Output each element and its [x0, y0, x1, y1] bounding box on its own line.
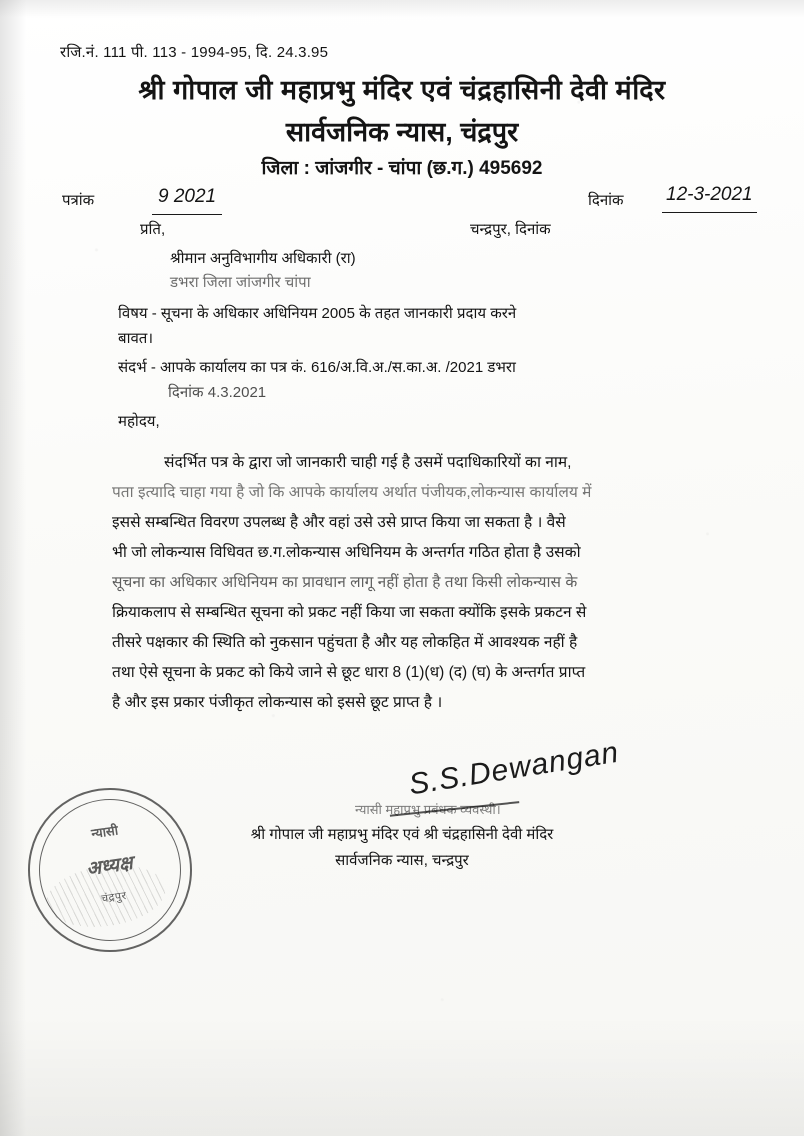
subject-line-2: बावत।: [118, 330, 154, 347]
place-and-date-line: चन्द्रपुर, दिनांक: [470, 221, 551, 238]
body-line: इससे सम्बन्धित विवरण उपलब्ध है और वहां उसे उसे प्राप्त किया जा सकता है । वैसे: [112, 514, 566, 531]
recipient-line-2: डभरा जिला जांजगीर चांपा: [170, 274, 311, 291]
recipient-label: प्रति,: [140, 221, 166, 238]
salutation: महोदय,: [118, 413, 160, 430]
organization-address: जिला : जांजगीर - चांपा (छ.ग.) 495692: [261, 158, 543, 179]
body-line: सूचना का अधिकार अधिनियम का प्रावधान लागू नहीं होता है तथा किसी लोकन्यास के: [112, 574, 578, 591]
handwritten-signature: S.S.Dewangan: [406, 735, 622, 802]
letter-body: [112, 448, 722, 718]
body-line: भी जो लोकन्यास विधिवत छ.ग.लोकन्यास अधिनियम के अन्तर्गत गठित होता है उसको: [112, 544, 581, 561]
signature-organization-line-2: सार्वजनिक न्यास, चन्द्रपुर: [335, 852, 469, 869]
stamp-top-text: न्यासी: [90, 822, 120, 842]
subject-line-1: विषय - सूचना के अधिकार अधिनियम 2005 के तहत जानकारी प्रदाय करने: [118, 305, 517, 322]
body-line: संदर्भित पत्र के द्वारा जो जानकारी चाही गई है उसमें पदाधिकारियों का नाम,: [164, 454, 572, 471]
page-top-shadow: [0, 0, 804, 18]
body-line: है और इस प्रकार पंजीकृत लोकन्यास को इससे छूट प्राप्त है ।: [112, 694, 443, 711]
date-value: 12-3-2021: [662, 181, 757, 213]
reference-line-1: संदर्भ - आपके कार्यालय का पत्र कं. 616/अ.वि.अ./स.का.अ. /2021 डभरा: [118, 359, 516, 376]
letter-number-label: पत्रांक: [62, 192, 95, 209]
stamp-middle-text: अध्यक्ष: [85, 852, 134, 881]
body-line: पता इत्यादि चाहा गया है जो कि आपके कार्यालय अर्थात पंजीयक,लोकन्यास कार्यालय में: [112, 484, 592, 501]
organization-title-line-2: सार्वजनिक न्यास, चंद्रपुर: [285, 117, 519, 147]
registration-number: रजि.नं. 111 पी. 113 - 1994-95, दि. 24.3.95: [60, 44, 329, 61]
reference-line-2: दिनांक 4.3.2021: [168, 384, 267, 401]
signature-organization-line-1: श्री गोपाल जी महाप्रभु मंदिर एवं श्री चंद्रहासिनी देवी मंदिर: [250, 826, 554, 843]
letter-number-value: 9 2021: [152, 183, 222, 215]
body-line: तथा ऐसे सूचना के प्रकट को किये जाने से छूट धारा 8 (1)(ध) (द) (घ) के अन्तर्गत प्राप्त: [112, 664, 586, 681]
recipient-line-1: श्रीमान अनुविभागीय अधिकारी (रा): [170, 250, 356, 267]
stamp-bottom-text: चंद्रपुर: [100, 890, 128, 906]
date-label: दिनांक: [588, 192, 624, 209]
organization-title-line-1: श्री गोपाल जी महाप्रभु मंदिर एवं चंद्रहासिनी देवी मंदिर: [138, 75, 666, 105]
page-bottom-shadow: [0, 1016, 804, 1136]
body-line: तीसरे पक्षकार की स्थिति को नुकसान पहुंचता है और यह लोकहित में आवश्यक नहीं है: [112, 634, 578, 651]
signature-caption: न्यासी महाप्रभु प्रबंधक व्यवस्थी।: [355, 802, 501, 817]
body-line: क्रियाकलाप से सम्बन्धित सूचना को प्रकट नहीं किया जा सकता क्योंकि इसके प्रकटन से: [112, 604, 587, 621]
